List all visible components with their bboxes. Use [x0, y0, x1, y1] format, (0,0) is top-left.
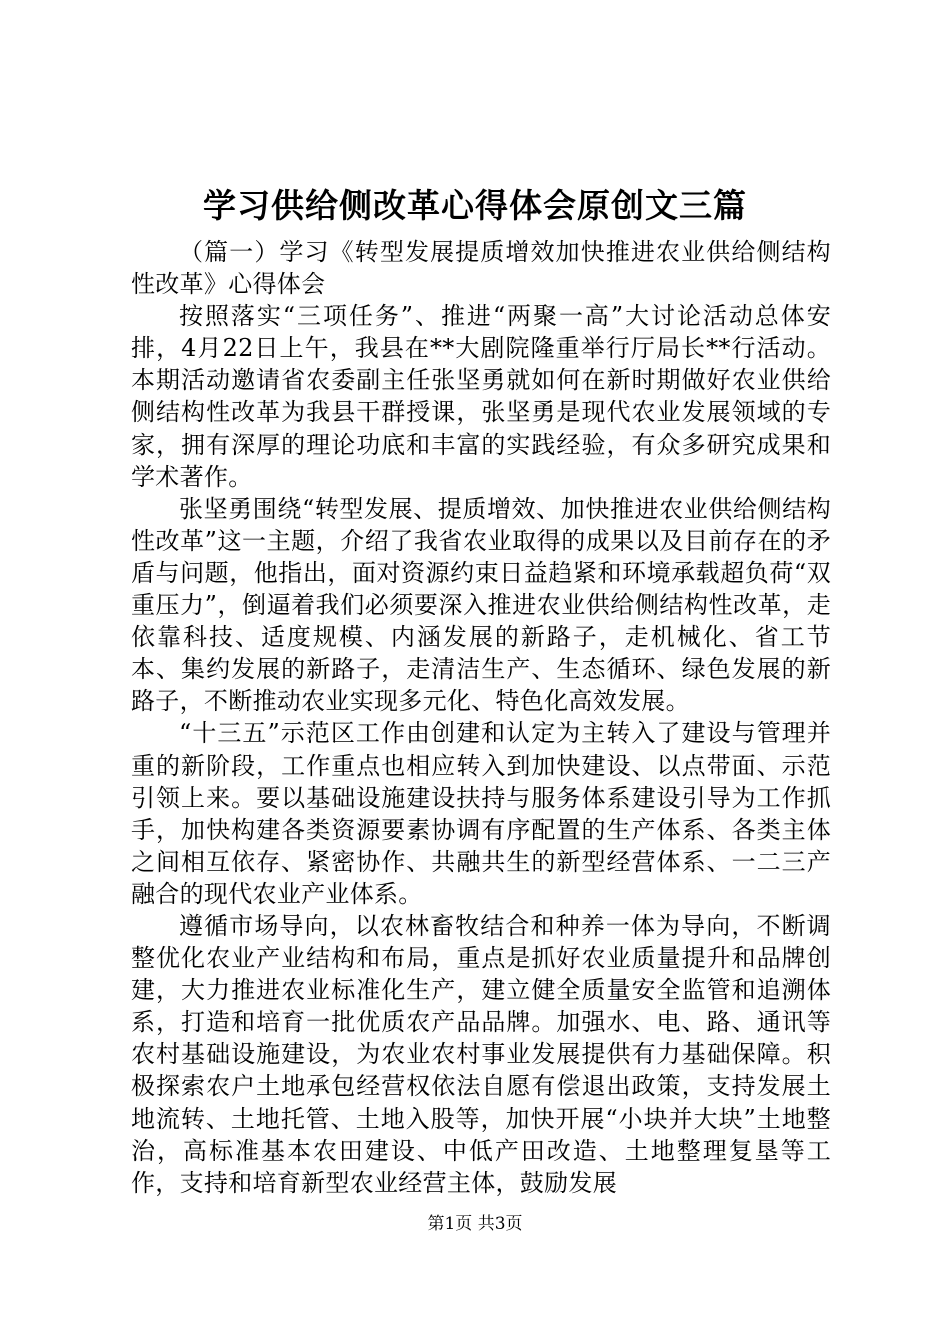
paragraph: 遵循市场导向，以农林畜牧结合和种养一体为导向，不断调整优化农业产业结构和布局，重点是抓好农业质量提升和品牌创建，大力推进农业标准化生产，建立健全质量安全监管和追溯体系，打造和培育一批优质农产品品牌。加强水、电、路、通讯等农村基础设施建设，为农业农村事业发展提供有力基础保障。积极探索农户土地承包经营权依法自愿有偿退出政策，支持发展土地流转、土地托管、土地入股等，加快开展“小块并大块”土地整治，高标准基本农田建设、中低产田改造、土地整理复垦等工作，支持和培育新型农业经营主体，鼓励发展 — [131, 911, 831, 1197]
page-footer: 第1页 共3页 — [427, 1214, 523, 1234]
paragraph-subtitle: （篇一）学习《转型发展提质增效加快推进农业供给侧结构性改革》心得体会 — [131, 238, 831, 299]
paragraph: 张坚勇围绕“转型发展、提质增效、加快推进农业供给侧结构性改革”这一主题，介绍了我省农业取得的成果以及目前存在的矛盾与问题，他指出，面对资源约束日益趋紧和环境承载超负荷“双重压力”，倒逼着我们必须要深入推进农业供给侧结构性改革，走依靠科技、适度规模、内涵发展的新路子，走机械化、省工节本、集约发展的新路子，走清洁生产、生态循环、绿色发展的新路子，不断推动农业实现多元化、特色化高效发展。 — [131, 494, 831, 716]
document-body — [131, 236, 831, 1199]
document-title: 学习供给侧改革心得体会原创文三篇 — [203, 186, 747, 225]
paragraph: “十三五”示范区工作由创建和认定为主转入了建设与管理并重的新阶段，工作重点也相应转入到加快建设、以点带面、示范引领上来。要以基础设施建设扶持与服务体系建设引导为工作抓手，加快构建各类资源要素协调有序配置的生产体系、各类主体之间相互依存、紧密协作、共融共生的新型经营体系、一二三产融合的现代农业产业体系。 — [131, 719, 831, 908]
paragraph: 按照落实“三项任务”、推进“两聚一高”大讨论活动总体安排，4月22日上午，我县在**大剧院隆重举行厅局长**行活动。本期活动邀请省农委副主任张坚勇就如何在新时期做好农业供给侧结构性改革为我县干群授课，张坚勇是现代农业发展领域的专家，拥有深厚的理论功底和丰富的实践经验，有众多研究成果和学术著作。 — [131, 302, 831, 491]
